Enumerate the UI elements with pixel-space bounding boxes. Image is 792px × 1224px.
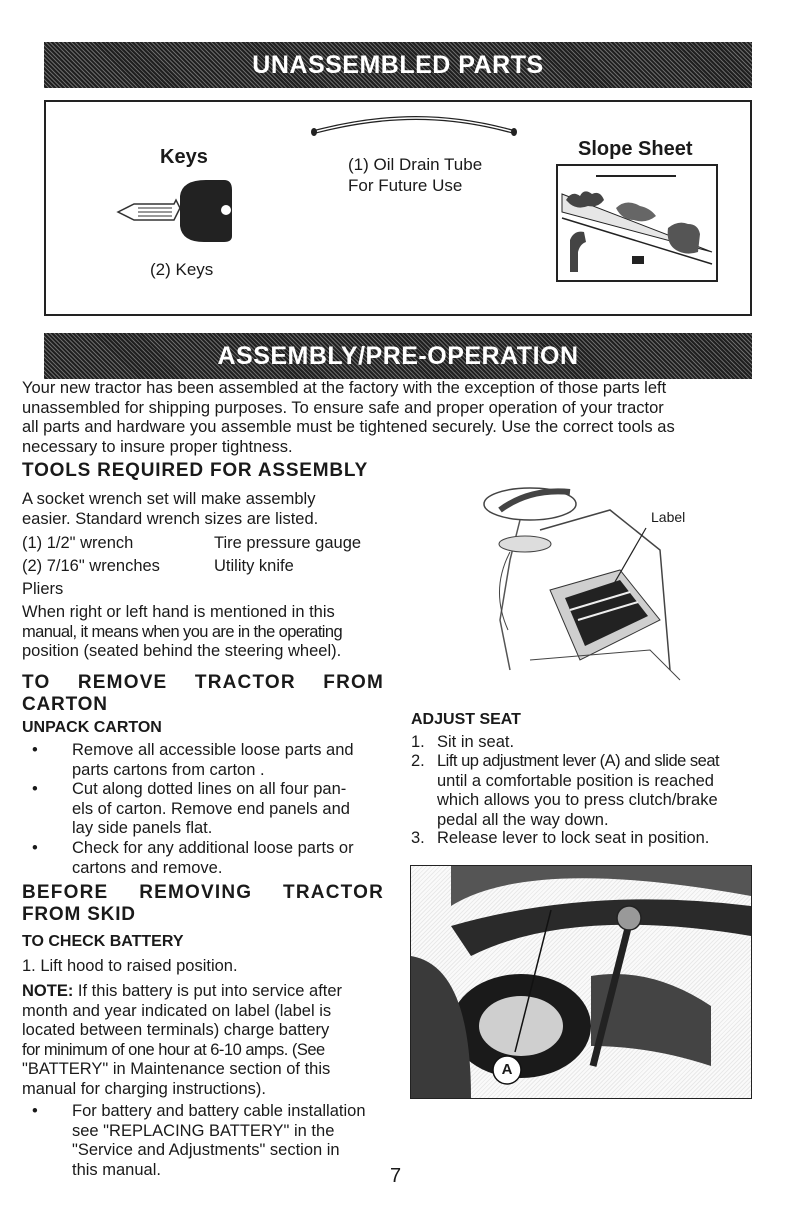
tool-item: Utility knife — [214, 557, 294, 575]
intro-line: Your new tractor has been assembled at the factory with the exception of those parts left — [22, 379, 667, 397]
step-line: until a comfortable position is reached — [437, 771, 714, 790]
before-heading-1: BEFORE REMOVING TRACTOR — [22, 882, 384, 903]
key-icon — [114, 174, 254, 244]
bullet-line: see "REPLACING BATTERY" in the — [72, 1121, 335, 1140]
tool-item: Pliers — [22, 580, 64, 598]
step-line: pedal all the way down. — [437, 810, 609, 829]
unpack-bullet: • Cut along dotted lines on all four pan- els of carton. Remove end panels and lay side panels flat. — [32, 780, 387, 839]
step-line: Lift up adjustment lever (A) and slide seat — [437, 752, 720, 770]
unassembled-parts-box — [44, 100, 752, 316]
tube-line-2: For Future Use — [348, 176, 463, 195]
tools-line: A socket wrench set will make assembly — [22, 490, 316, 508]
unassembled-parts-title: UNASSEMBLED PARTS — [252, 50, 544, 79]
bullet-line: Remove all accessible loose parts and — [72, 741, 354, 759]
note-line: month and year indicated on label (label is — [22, 1001, 332, 1020]
tool-item: (2) 7/16" wrenches — [22, 557, 160, 575]
unpack-bullet: • Check for any additional loose parts or cartons and remove. — [32, 839, 387, 878]
note-label: NOTE: — [22, 982, 74, 1000]
hand-line: manual, it means when you are in the operating — [22, 622, 343, 641]
slope-sheet-icon — [556, 164, 720, 284]
tool-item: Tire pressure gauge — [214, 534, 362, 552]
seat-step — [411, 829, 756, 849]
unpack-bullet: • Remove all accessible loose parts and parts cartons from carton . — [32, 741, 387, 780]
step-line: which allows you to press clutch/brake — [437, 791, 718, 809]
callout-a: A — [501, 1061, 513, 1078]
tools-heading: TOOLS REQUIRED FOR ASSEMBLY — [22, 460, 369, 481]
keys-title: Keys — [160, 146, 208, 168]
tool-item: (1) 1/2" wrench — [22, 534, 134, 552]
bullet-line: lay side panels flat. — [72, 819, 213, 837]
step-number: 2. — [411, 752, 425, 770]
note-line: manual for charging instructions). — [22, 1079, 266, 1098]
remove-heading-1: TO REMOVE TRACTOR FROM — [22, 672, 384, 693]
tube-line-1: (1) Oil Drain Tube — [348, 155, 483, 174]
intro-paragraph — [22, 379, 762, 457]
bullet-line: For battery and battery cable installation — [72, 1102, 366, 1120]
bullet-line: Check for any additional loose parts or — [72, 839, 354, 857]
intro-line: unassembled for shipping purposes. To ensure safe and proper operation of your tractor — [22, 398, 664, 417]
battery-note — [22, 982, 392, 1099]
bullet-line: "Service and Adjustments" section in — [72, 1141, 340, 1159]
hand-line: position (seated behind the steering wheel). — [22, 642, 342, 660]
figure-label: Label — [651, 509, 686, 525]
note-line: "BATTERY" in Maintenance section of this — [22, 1060, 331, 1078]
seat-lever-illustration — [411, 866, 751, 1098]
adjust-seat-heading: ADJUST SEAT — [411, 711, 521, 728]
step-number: 3. — [411, 829, 425, 847]
bullet-line: Cut along dotted lines on all four pan- — [72, 780, 347, 798]
check-battery-heading: TO CHECK BATTERY — [22, 933, 184, 950]
bullet-line: els of carton. Remove end panels and — [72, 799, 350, 818]
tools-line: easier. Standard wrench sizes are listed. — [22, 509, 319, 528]
bullet-line: parts cartons from carton . — [72, 760, 265, 779]
bullet-line: cartons and remove. — [72, 858, 223, 877]
step-number: 1. — [411, 733, 425, 751]
step-line: Sit in seat. — [437, 733, 515, 751]
note-line: for minimum of one hour at 6-10 amps. (See — [22, 1040, 325, 1059]
intro-line: necessary to insure proper tightness. — [22, 437, 293, 456]
slope-sheet-title: Slope Sheet — [578, 138, 693, 160]
bullet-line: this manual. — [72, 1160, 161, 1179]
unpack-carton-heading: UNPACK CARTON — [22, 719, 162, 736]
page-number: 7 — [390, 1165, 402, 1187]
assembly-title: ASSEMBLY/PRE-OPERATION — [217, 341, 579, 370]
note-line: If this battery is put into service after — [73, 982, 343, 1000]
seat-step — [411, 733, 756, 753]
battery-figure — [470, 470, 720, 685]
tools-list — [22, 534, 392, 603]
intro-line: all parts and hardware you assemble must be tightened securely. Use the correct tools as — [22, 418, 675, 436]
keys-caption: (2) Keys — [150, 260, 214, 279]
oil-drain-tube-caption — [348, 154, 482, 196]
tools-intro — [22, 490, 392, 529]
note-line: located between terminals) charge battery — [22, 1021, 330, 1039]
battery-bullet: • For battery and battery cable installation see "REPLACING BATTERY" in the "Service and Adjustments" section in this manual. — [32, 1102, 387, 1180]
remove-heading-2: CARTON — [22, 694, 108, 715]
before-heading-2: FROM SKID — [22, 904, 136, 925]
hand-paragraph — [22, 603, 392, 662]
oil-drain-tube-icon — [308, 114, 522, 140]
battery-step-1: 1. Lift hood to raised position. — [22, 957, 238, 975]
seat-step — [411, 752, 756, 830]
hand-line: When right or left hand is mentioned in this — [22, 603, 335, 621]
seat-lever-photo — [410, 865, 752, 1099]
assembly-banner — [44, 333, 752, 379]
unassembled-parts-banner — [44, 42, 752, 88]
step-line: Release lever to lock seat in position. — [437, 829, 710, 847]
